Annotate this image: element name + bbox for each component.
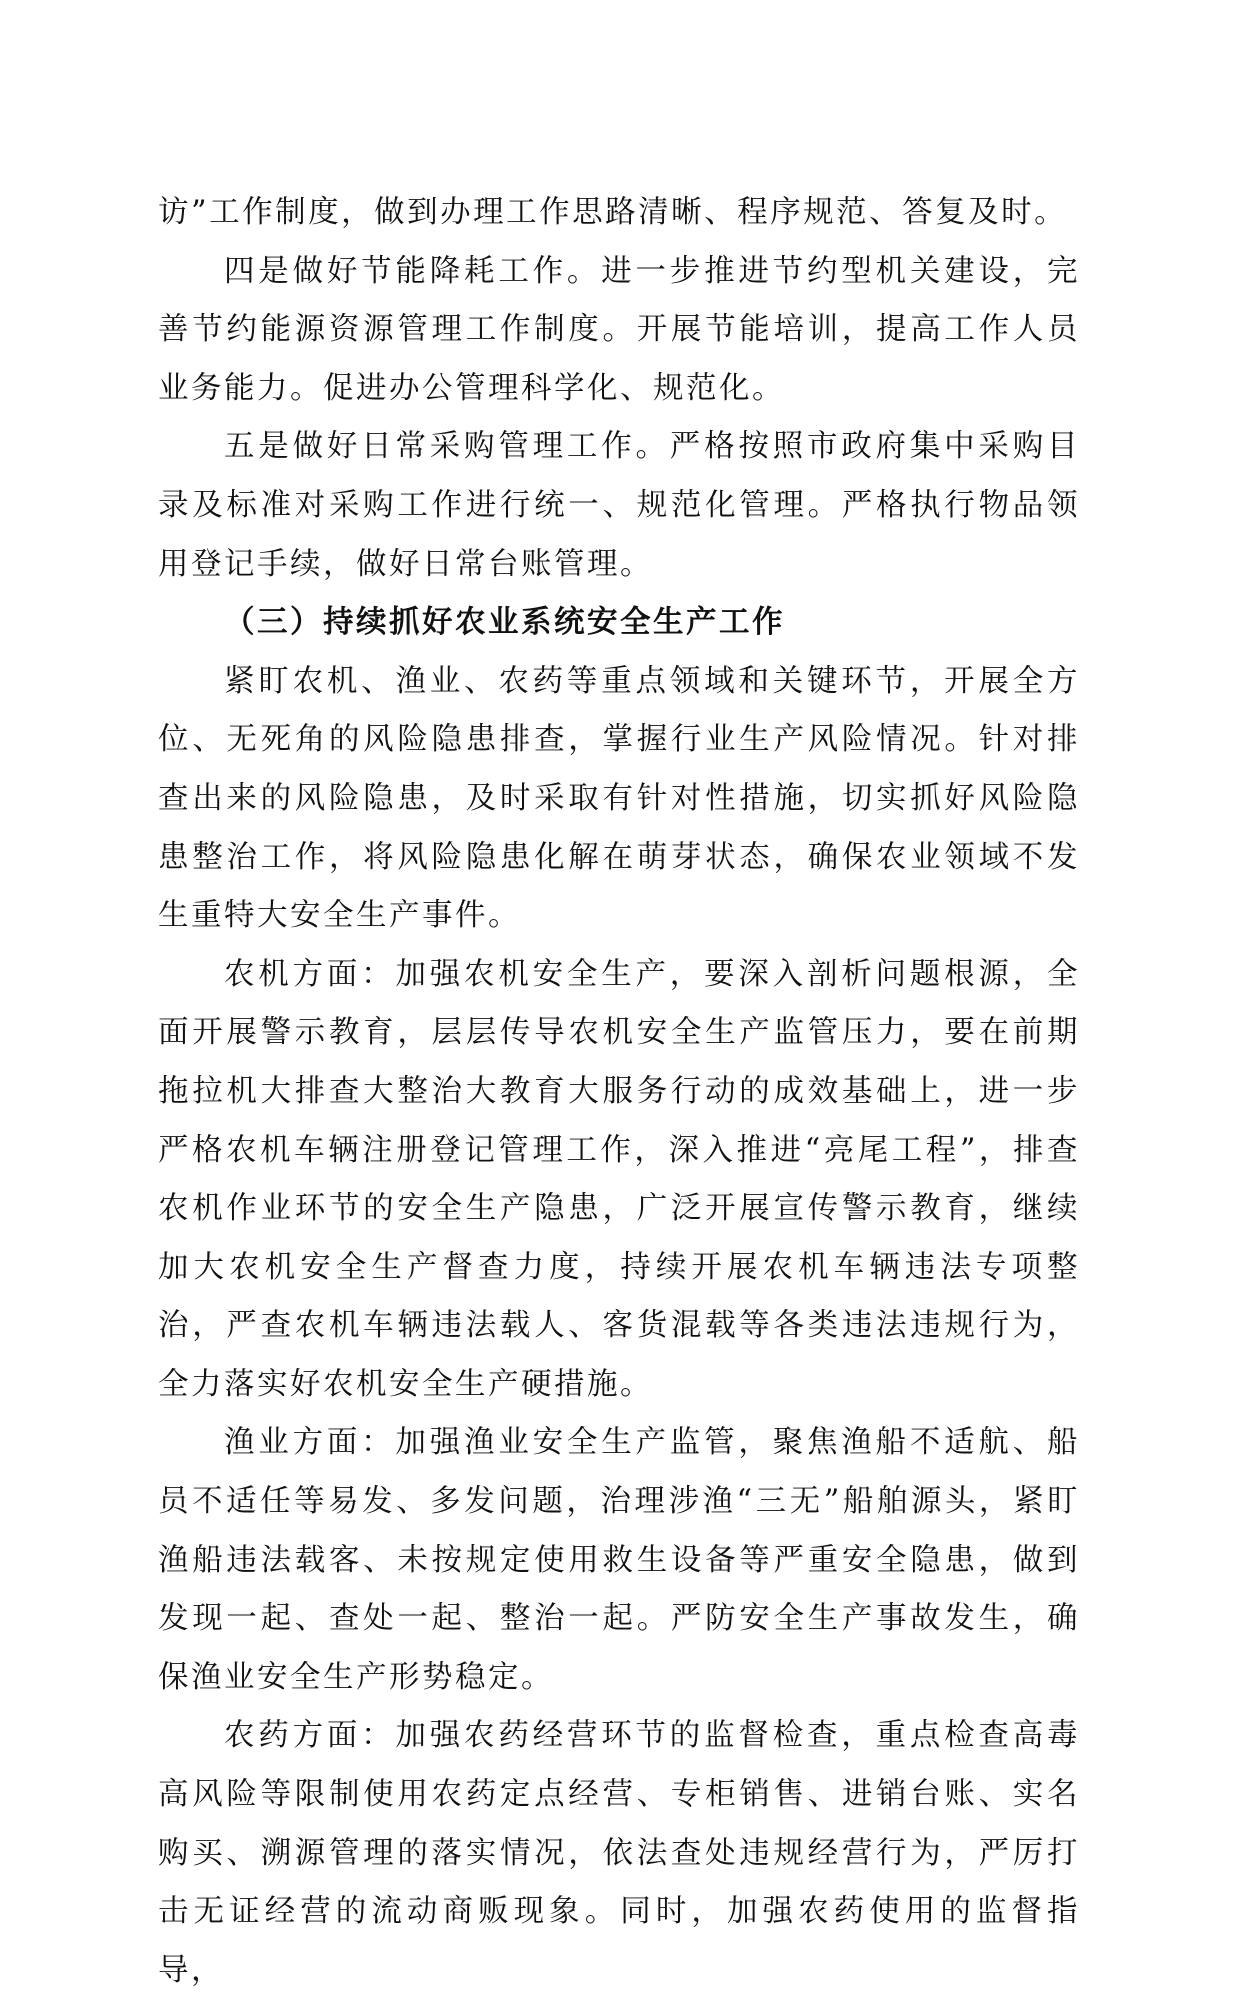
- paragraph-farm-machinery: 农机方面：加强农机安全生产，要深入剖析问题根源，全面开展警示教育，层层传导农机安全生产监管压力，要在前期拖拉机大排查大整治大教育大服务行动的成效基础上，进一步严格农机车辆注册登记管理工作，深入推进“亮尾工程”，排查农机作业环节的安全生产隐患，广泛开展宣传警示教育，继续加大农机安全生产督查力度，持续开展农机车辆违法专项整治，严查农机车辆违法载人、客货混载等各类违法违规行为，全力落实好农机安全生产硬措施。: [158, 956, 1080, 1402]
- paragraph-pesticide: 农药方面：加强农药经营环节的监督检查，重点检查高毒高风险等限制使用农药定点经营、专柜销售、进销台账、实名购买、溯源管理的落实情况，依法查处违规经营行为，严厉打击无证经营的流动商贩现象。同时，加强农药使用的监督指导，: [158, 1718, 1080, 1988]
- paragraph-procurement: 五是做好日常采购管理工作。严格按照市政府集中采购目录及标准对采购工作进行统一、规范化管理。严格执行物品领用登记手续，做好日常台账管理。: [158, 429, 1080, 582]
- paragraph-energy-saving: 四是做好节能降耗工作。进一步推进节约型机关建设，完善节约能源资源管理工作制度。开展节能培训，提高工作人员业务能力。促进办公管理科学化、规范化。: [158, 253, 1080, 406]
- document-body: [158, 184, 1080, 2000]
- paragraph-fishery: 渔业方面：加强渔业安全生产监管，聚焦渔船不适航、船员不适任等易发、多发问题，治理涉渔“三无”船舶源头，紧盯渔船违法载客、未按规定使用救生设备等严重安全隐患，做到发现一起、查处一起、整治一起。严防安全生产事故发生，确保渔业安全生产形势稳定。: [158, 1425, 1080, 1695]
- paragraph-risk-check: 紧盯农机、渔业、农药等重点领域和关键环节，开展全方位、无死角的风险隐患排查，掌握行业生产风险情况。针对排查出来的风险隐患，及时采取有针对性措施，切实抓好风险隐患整治工作，将风险隐患化解在萌芽状态，确保农业领域不发生重特大安全生产事件。: [158, 663, 1080, 934]
- paragraph-continuation: 访”工作制度，做到办理工作思路清晰、程序规范、答复及时。: [158, 195, 1068, 230]
- section-heading-3: （三）持续抓好农业系统安全生产工作: [224, 605, 785, 641]
